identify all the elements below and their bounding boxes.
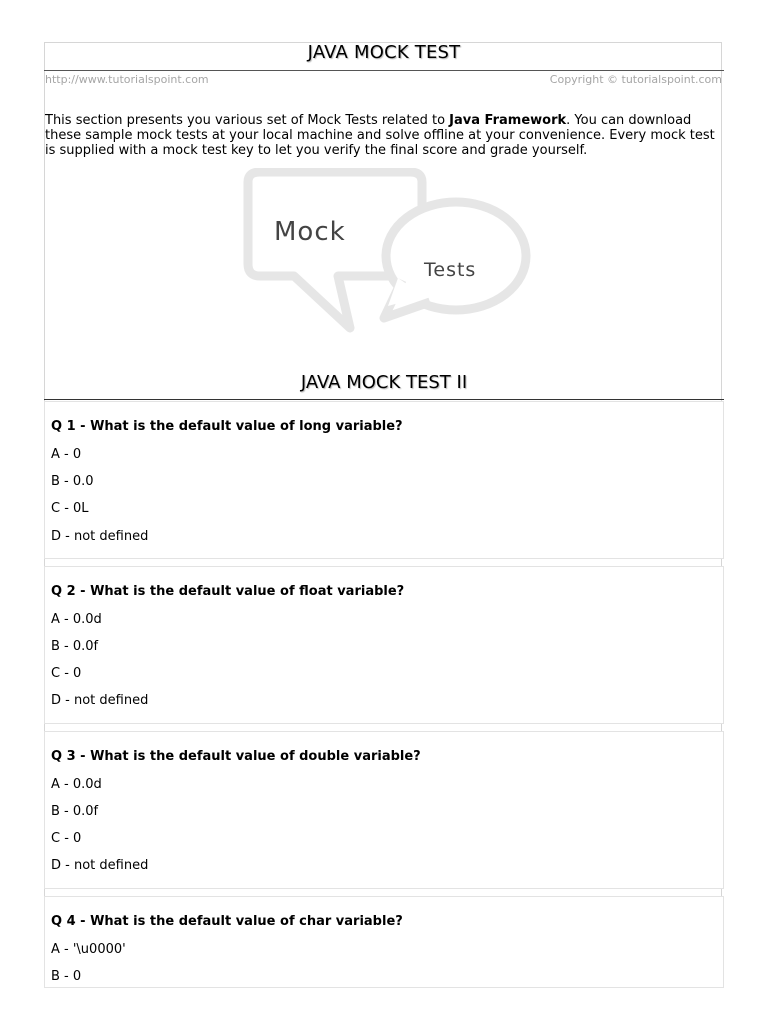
section-divider (44, 399, 724, 400)
answer-option: A - 0.0d (51, 777, 102, 792)
question-text: Q 2 - What is the default value of float variable? (51, 584, 405, 599)
answer-option: B - 0.0 (51, 474, 94, 489)
question-card-1 (44, 401, 724, 559)
question-card-2 (44, 566, 724, 724)
intro-text-end: . You can download these sample mock tests at your local machine and solve offline at your convenience. Every mock test is supplied with a mock test key to let you verify the final score and grade yourself. (45, 113, 715, 158)
answer-option: C - 0L (51, 501, 89, 516)
answer-option: A - 0 (51, 447, 82, 462)
site-url-link[interactable]: http://www.tutorialspoint.com (45, 73, 209, 86)
logo-word-mock: Mock (274, 217, 346, 247)
answer-option: A - '\u0000' (51, 942, 126, 957)
answer-option: D - not defined (51, 858, 149, 873)
page-title: JAVA MOCK TEST (307, 42, 461, 63)
answer-option: B - 0.0f (51, 639, 99, 654)
answer-option: D - not defined (51, 529, 149, 544)
speech-bubbles-logo-icon (234, 168, 534, 338)
answer-option: D - not defined (51, 693, 149, 708)
question-text: Q 3 - What is the default value of double variable? (51, 749, 421, 764)
logo-word-tests: Tests (424, 259, 477, 281)
intro-text-start: This section presents you various set of Mock Tests related to (45, 113, 450, 128)
header-divider (44, 70, 724, 71)
answer-option: A - 0.0d (51, 612, 102, 627)
question-text: Q 4 - What is the default value of char variable? (51, 914, 403, 929)
intro-paragraph (45, 113, 725, 158)
answer-option: C - 0 (51, 831, 82, 846)
answer-option: C - 0 (51, 666, 82, 681)
question-card-3 (44, 731, 724, 889)
intro-bold-term: Java Framework (449, 113, 567, 128)
answer-option: B - 0.0f (51, 804, 99, 819)
question-text: Q 1 - What is the default value of long variable? (51, 419, 403, 434)
section-title: JAVA MOCK TEST II (300, 372, 468, 393)
copyright-text: Copyright © tutorialspoint.com (549, 73, 722, 86)
question-card-4 (44, 896, 724, 988)
answer-option: B - 0 (51, 969, 82, 984)
